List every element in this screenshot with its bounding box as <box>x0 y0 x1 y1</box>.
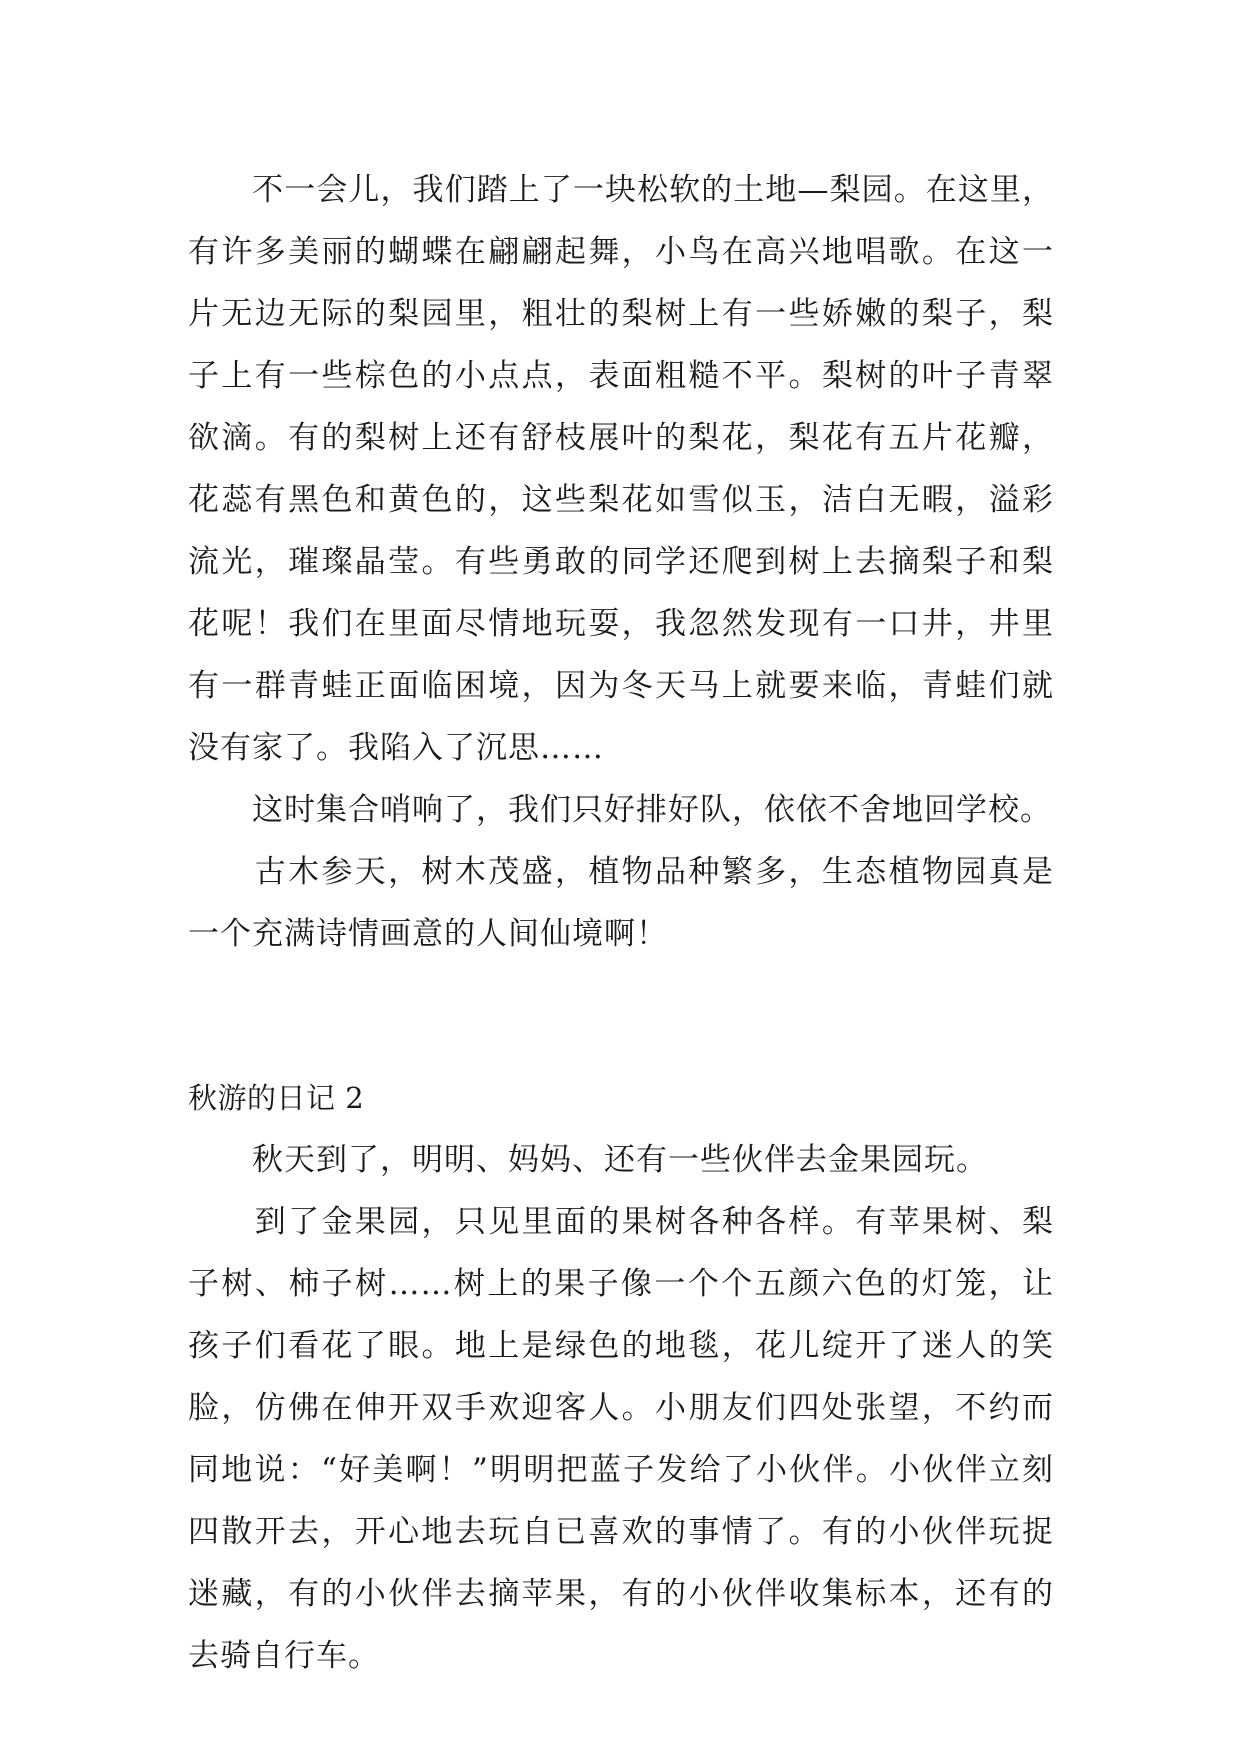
text-line: 去骑自行车。 <box>188 1638 380 1674</box>
text-line: 子上有一些棕色的小点点，表面粗糙不平。梨树的叶子青翠 <box>188 358 1054 394</box>
text-line: 欲滴。有的梨树上还有舒枝展叶的梨花，梨花有五片花瓣， <box>188 420 1054 456</box>
paragraph <box>188 159 1054 779</box>
text-line: 没有家了。我陷入了沉思…… <box>188 730 604 766</box>
text-line: 不一会儿，我们踏上了一块松软的土地—梨园。在这里， <box>188 172 1054 208</box>
text-line: 四散开去，开心地去玩自已喜欢的事情了。有的小伙伴玩捉 <box>188 1514 1054 1550</box>
text-line: 古木参天，树木茂盛，植物品种繁多，生态植物园真是 <box>188 854 1054 890</box>
text-line: 孩子们看花了眼。地上是绿色的地毯，花儿绽开了迷人的笑 <box>188 1328 1054 1364</box>
text-line: 有许多美丽的蝴蝶在翩翩起舞，小鸟在高兴地唱歌。在这一 <box>188 234 1054 270</box>
text-line: 花呢！我们在里面尽情地玩耍，我忽然发现有一口井，井里 <box>188 606 1054 642</box>
document-body <box>188 159 1054 1687</box>
paragraph <box>188 1191 1054 1687</box>
section-gap <box>188 965 1054 1067</box>
text-line: 流光，璀璨晶莹。有些勇敢的同学还爬到树上去摘梨子和梨 <box>188 544 1054 580</box>
text-line: 子树、柿子树……树上的果子像一个个五颜六色的灯笼，让 <box>188 1266 1054 1302</box>
text-line: 片无边无际的梨园里，粗壮的梨树上有一些娇嫩的梨子，梨 <box>188 296 1054 332</box>
text-line: 有一群青蛙正面临困境，因为冬天马上就要来临，青蛙们就 <box>188 668 1054 704</box>
text-line: 秋天到了，明明、妈妈、还有一些伙伴去金果园玩。 <box>188 1142 988 1178</box>
text-line: 这时集合哨响了，我们只好排好队，依依不舍地回学校。 <box>188 792 1052 828</box>
text-line: 到了金果园，只见里面的果树各种各样。有苹果树、梨 <box>188 1204 1054 1240</box>
paragraph <box>188 1129 1054 1191</box>
text-line: 一个充满诗情画意的人间仙境啊！ <box>188 916 668 952</box>
paragraph <box>188 841 1054 965</box>
text-line: 迷藏，有的小伙伴去摘苹果，有的小伙伴收集标本，还有的 <box>188 1576 1054 1612</box>
section-title: 秋游的日记 2 <box>188 1081 365 1115</box>
text-line: 脸，仿佛在伸开双手欢迎客人。小朋友们四处张望，不约而 <box>188 1390 1054 1426</box>
text-line: 同地说：“好美啊！”明明把蓝子发给了小伙伴。小伙伴立刻 <box>188 1452 1054 1488</box>
text-line: 花蕊有黑色和黄色的，这些梨花如雪似玉，洁白无暇，溢彩 <box>188 482 1054 518</box>
paragraph <box>188 779 1054 841</box>
